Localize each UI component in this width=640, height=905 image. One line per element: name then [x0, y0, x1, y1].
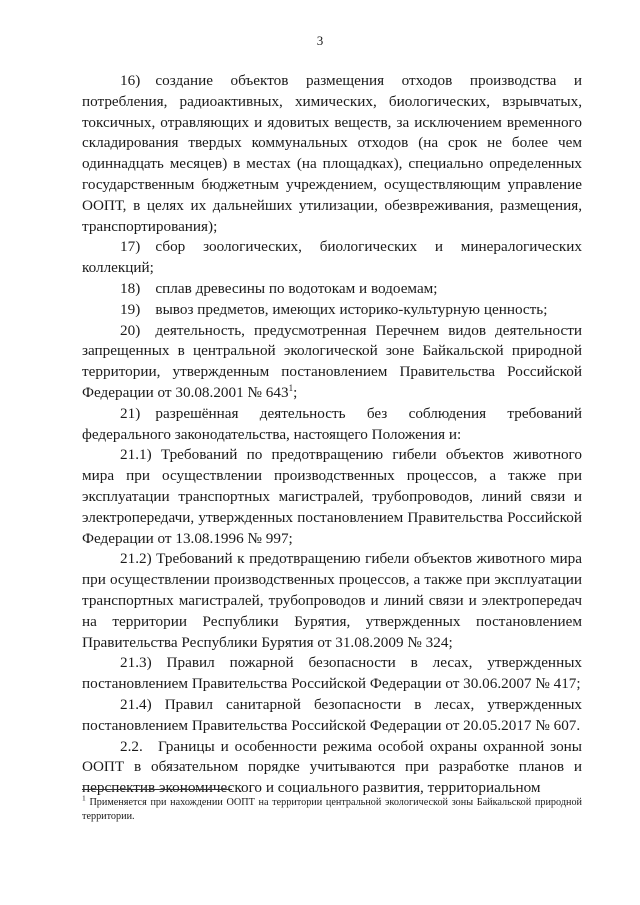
paragraph-item-19: 19) вывоз предметов, имеющих историко-культурную ценность;	[120, 300, 548, 318]
footnote-divider	[82, 789, 232, 790]
paragraph-section-2-2: 2.2. Границы и особенности режима особой охраны охранной зоны ООПТ в обязательном порядке учитываются при разработке планов и перспектив экономического и социального развития, территориальном	[82, 737, 582, 797]
page-number: 3	[316, 33, 324, 48]
paragraph-item-16: 16) создание объектов размещения отходов производства и потребления, радиоактивных, химических, биологических, взрывчатых, токсичных, отравляющих и ядовитых веществ, за исключением временного складирования твердых коммунальных отходов (на срок не более чем одиннадцать месяцев) в местах (на площадках), специально определенных государственным бюджетным учреждением, осуществляющим управление ООПТ, в целях их дальнейших утилизации, обезвреживания, размещения, транспортирования);	[82, 72, 582, 235]
paragraph-item-18: 18) сплав древесины по водотокам и водоемам;	[120, 279, 438, 297]
paragraph-item-21-3: 21.3) Правил пожарной безопасности в лесах, утвержденных постановлением Правительства Российской Федерации от 30.06.2007 № 417;	[82, 654, 582, 693]
footnote-text: Применяется при нахождении ООПТ на территории центральной экологической зоны Байкальской природной территории.	[82, 797, 582, 822]
document-body	[82, 71, 582, 799]
footnote-marker: 1	[82, 793, 86, 803]
paragraph-item-17: 17) сбор зоологических, биологических и минералогических коллекций;	[82, 238, 582, 277]
footnote	[82, 793, 582, 823]
paragraph-item-21-4: 21.4) Правил санитарной безопасности в лесах, утвержденных постановлением Правительства Российской Федерации от 20.05.2017 № 607.	[82, 695, 582, 734]
paragraph-item-20-suffix: ;	[293, 383, 298, 401]
footnote-reference: 1	[288, 382, 294, 393]
paragraph-item-20-text: 20) деятельность, предусмотренная Перечнем видов деятельности запрещенных в центральной экологической зоне Байкальской природной территории, утвержденным постановлением Правительства Российской Федерации от 30.08.2001 № 643	[82, 321, 582, 401]
paragraph-item-21: 21) разрешённая деятельность без соблюдения требований федерального законодательства, настоящего Положения и:	[82, 404, 582, 443]
paragraph-item-21-2: 21.2) Требований к предотвращению гибели объектов животного мира при осуществлении производственных процессов, а также при эксплуатации транспортных магистралей, трубопроводов и линий связи и электропередач на территории Республики Бурятия, утвержденных постановлением Правительства Республики Бурятия от 31.08.2009 № 324;	[82, 550, 582, 651]
paragraph-item-21-1: 21.1) Требований по предотвращению гибели объектов животного мира при осуществлении производственных процессов, а также при эксплуатации транспортных магистралей, трубопроводов, линий связи и электропередачи, утвержденных постановлением Правительства Российской Федерации от 13.08.1996 № 997;	[82, 446, 582, 547]
paragraph-item-20	[82, 321, 582, 404]
